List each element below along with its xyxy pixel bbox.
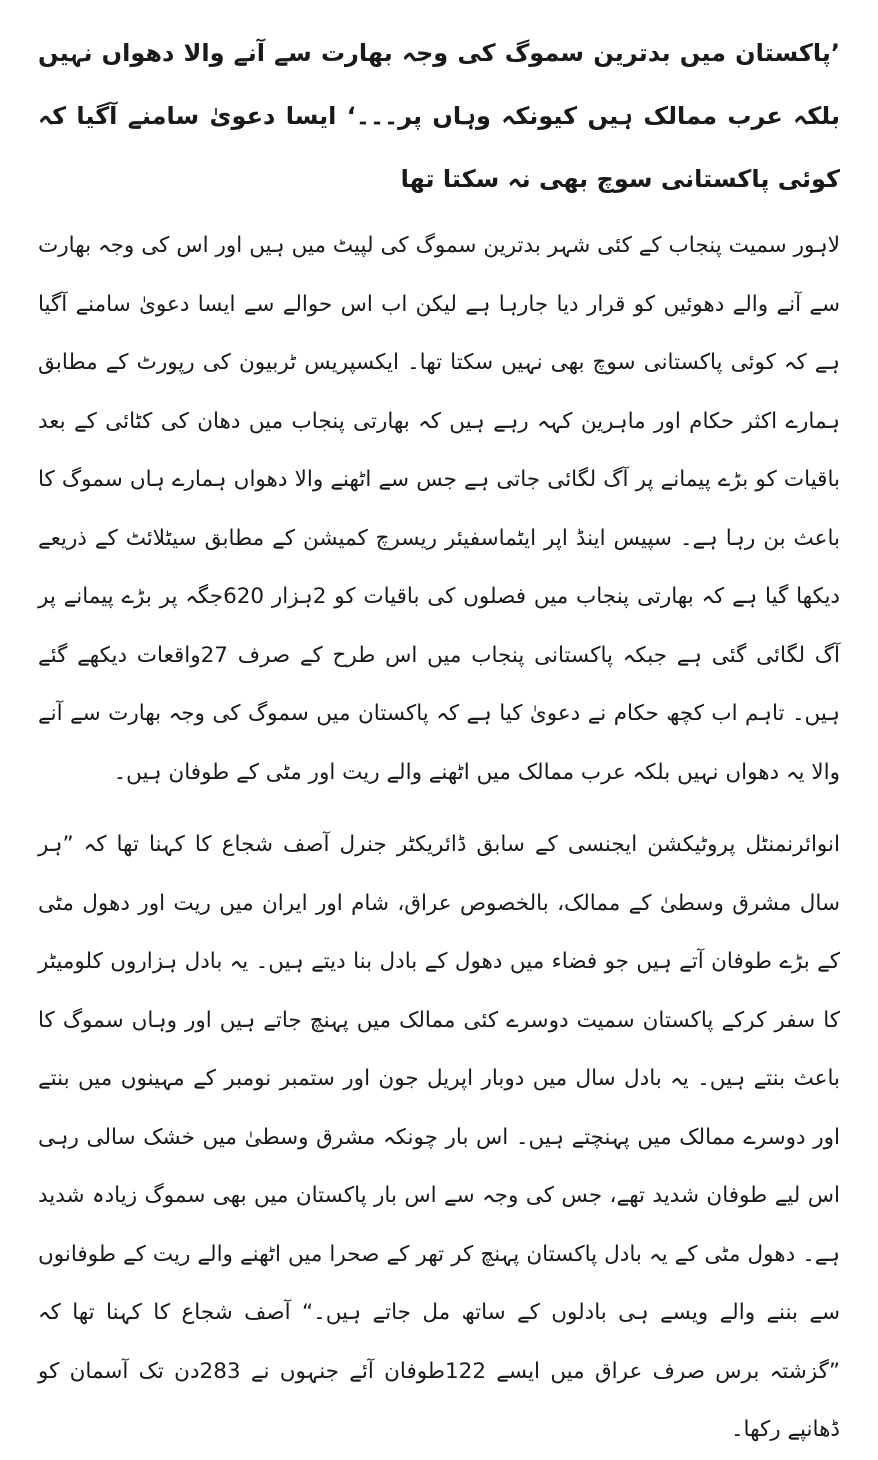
article-paragraph-2: انوائرنمنٹل پروٹیکشن ایجنسی کے سابق ڈائریکٹر جنرل آصف شجاع کا کہنا تھا کہ ”ہر سال مشرق وسطیٰ کے ممالک، بالخصوص عراق، شام اور ایران میں ریت اور دھول مٹی کے بڑے طوفان آتے ہیں جو فضاء میں دھول کے بادل بنا دیتے ہیں۔ یہ بادل ہزاروں کلومیٹر کا سفر کرکے پاکستان سمیت دوسرے کئی ممالک میں پہنچ جاتے ہیں اور وہاں سموگ کا باعث بنتے ہیں۔ یہ بادل سال میں دوبار اپریل جون اور ستمبر نومبر کے مہینوں میں بنتے اور دوسرے ممالک میں پہنچتے ہیں۔ اس بار چونکہ مشرق وسطیٰ میں خشک سالی رہی اس لیے طوفان شدید تھے، جس کی وجہ سے اس بار پاکستان میں بھی سموگ زیادہ شدید ہے۔ دھول مٹی کے یہ بادل پاکستان پہنچ کر تھر کے صحرا میں اٹھنے والے ریت کے طوفانوں سے بننے والے ویسے ہی بادلوں کے ساتھ مل جاتے ہیں۔“ آصف شجاع کا کہنا تھا کہ ”گزشتہ برس صرف عراق میں ایسے 122طوفان آئے جنہوں نے 283دن تک آسمان کو ڈھانپے رکھا۔ (38, 832, 840, 1442)
article-headline: ’پاکستان میں بدترین سموگ کی وجہ بھارت سے آنے والا دھواں نہیں بلکہ عرب ممالک ہیں کیونکہ وہاں پر۔۔۔‘ ایسا دعویٰ سامنے آگیا کہ کوئی پاکستانی سوچ بھی نہ سکتا تھا (38, 39, 840, 193)
article-paragraph-1: لاہور سمیت پنجاب کے کئی شہر بدترین سموگ کی لپیٹ میں ہیں اور اس کی وجہ بھارت سے آنے والے دھوئیں کو قرار دیا جارہا ہے لیکن اب اس حوالے سے ایسا دعویٰ سامنے آگیا ہے کہ کوئی پاکستانی سوچ بھی نہیں سکتا تھا۔ ایکسپریس ٹربیون کی رپورٹ کے مطابق ہمارے اکثر حکام اور ماہرین کہہ رہے ہیں کہ بھارتی پنجاب میں دھان کی کٹائی کے بعد باقیات کو بڑے پیمانے پر آگ لگائی جاتی ہے جس سے اٹھنے والا دھواں ہمارے ہاں سموگ کا باعث بن رہا ہے۔ سپیس اینڈ اپر ایٹماسفیئر ریسرچ کمیشن کے مطابق سیٹلائٹ کے ذریعے دیکھا گیا ہے کہ بھارتی پنجاب میں فصلوں کی باقیات کو 2ہزار 620جگہ پر بڑے پیمانے پر آگ لگائی گئی ہے جبکہ پاکستانی پنجاب میں اس طرح کے صرف 27واقعات دیکھے گئے ہیں۔ تاہم اب کچھ حکام نے دعویٰ کیا ہے کہ پاکستان میں سموگ کی وجہ بھارت سے آنے والا یہ دھواں نہیں بلکہ عرب ممالک میں اٹھنے والے ریت اور مٹی کے طوفان ہیں۔ (38, 233, 841, 785)
